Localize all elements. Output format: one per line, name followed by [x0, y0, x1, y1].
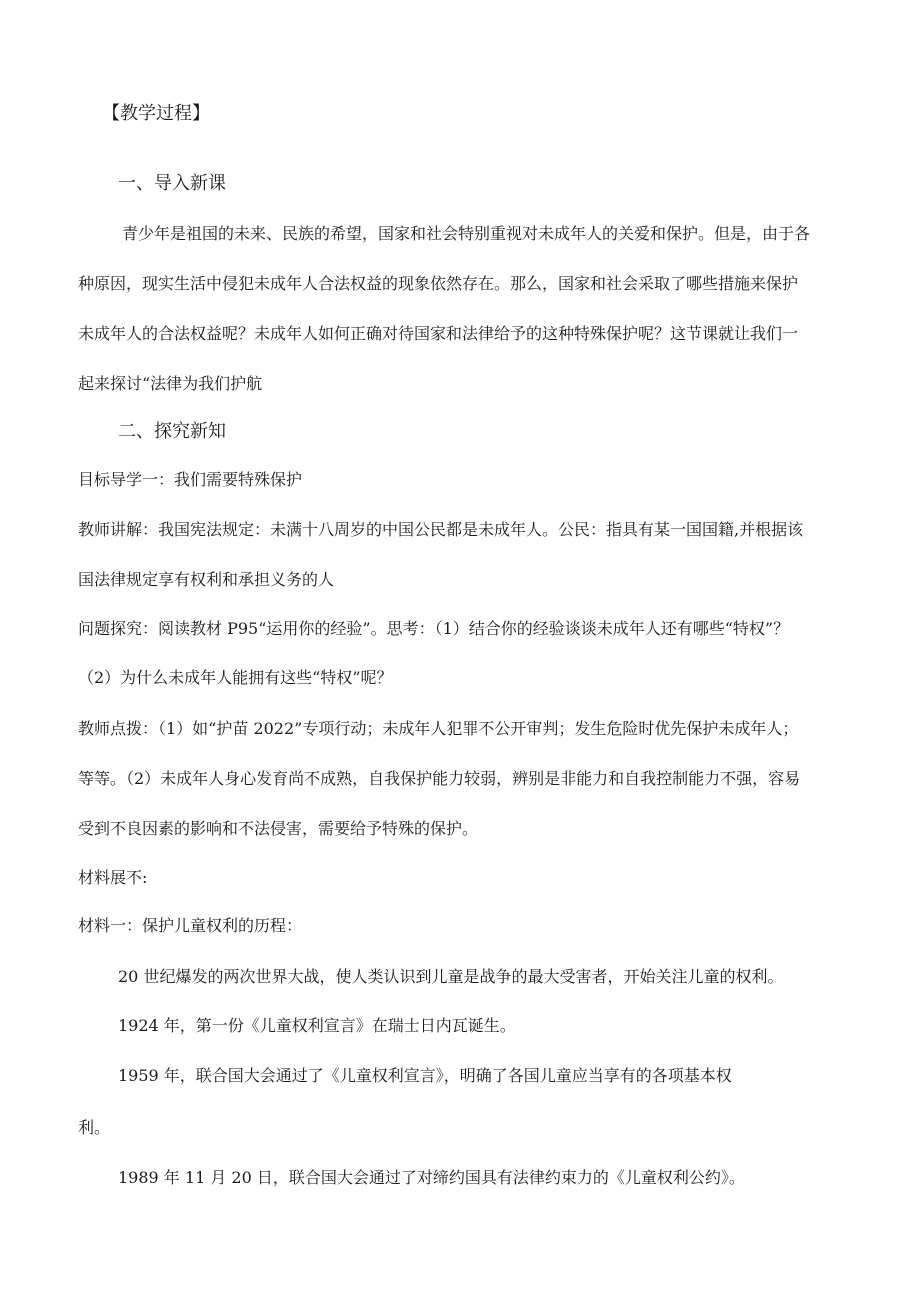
material1-line-4: 利。	[78, 1118, 111, 1137]
section-title: 【教学过程】	[102, 103, 210, 124]
teacher-hint-line-3: 受到不良因素的影响和不法侵害，需要给予特殊的保护。	[78, 819, 479, 838]
teacher-explain-line-1: 教师讲解：我国宪法规定：未满十八周岁的中国公民都是未成年人。公民：指具有某一国国籍,并根据该	[78, 520, 804, 539]
material-show-label: 材料展不:	[78, 868, 148, 887]
material1-line-1: 20 世纪爆发的两次世界大战，使人类认识到儿童是战争的最大受害者，开始关注儿童的权利。	[118, 967, 784, 986]
part1-paragraph-line-2: 种原因，现实生活中侵犯未成年人合法权益的现象依然存在。那么，国家和社会采取了哪些措施来保护	[78, 274, 799, 293]
material1-line-2: 1924 年，第一份《儿童权利宣言》在瑞士日内瓦诞生。	[118, 1016, 516, 1035]
part1-heading: 一、导入新课	[118, 173, 226, 194]
material1-line-5: 1989 年 11 月 20 日，联合国大会通过了对缔约国具有法律约束力的《儿童权利公约》。	[118, 1168, 745, 1187]
part1-paragraph-line-3: 未成年人的合法权益呢？未成年人如何正确对待国家和法律给予的这种特殊保护呢？这节课就让我们一	[78, 324, 799, 343]
part2-heading: 二、探究新知	[118, 421, 226, 442]
material1-title: 材料一：保护儿童权利的历程：	[78, 916, 303, 935]
teacher-explain-line-2: 国法律规定享有权利和承担义务的人	[78, 570, 335, 589]
teacher-hint-line-2: 等等。（2）未成年人身心发育尚不成熟，自我保护能力较弱，辨别是非能力和自我控制能力不强，容易	[78, 769, 801, 788]
goal-line: 目标导学一：我们需要特殊保护	[78, 470, 303, 489]
question-line-1: 问题探究：阅读教材 P95“运用你的经验”。思考：（1）结合你的经验谈谈未成年人还有哪些“特权”？	[78, 619, 790, 638]
teacher-hint-line-1: 教师点拨：（1）如“护苗 2022”专项行动；未成年人犯罪不公开审判；发生危险时优先保护未成年人；	[78, 719, 799, 738]
question-line-2: （2）为什么未成年人能拥有这些“特权”呢？	[78, 668, 393, 687]
material1-line-3: 1959 年，联合国大会通过了《儿童权利宣言》，明确了各国儿童应当享有的各项基本权	[118, 1066, 732, 1085]
part1-paragraph-line-1: 青少年是祖国的未来、民族的希望，国家和社会特别重视对未成年人的关爱和保护。但是，由于各	[122, 224, 811, 243]
part1-paragraph-line-4: 起来探讨“法律为我们护航	[78, 374, 263, 393]
